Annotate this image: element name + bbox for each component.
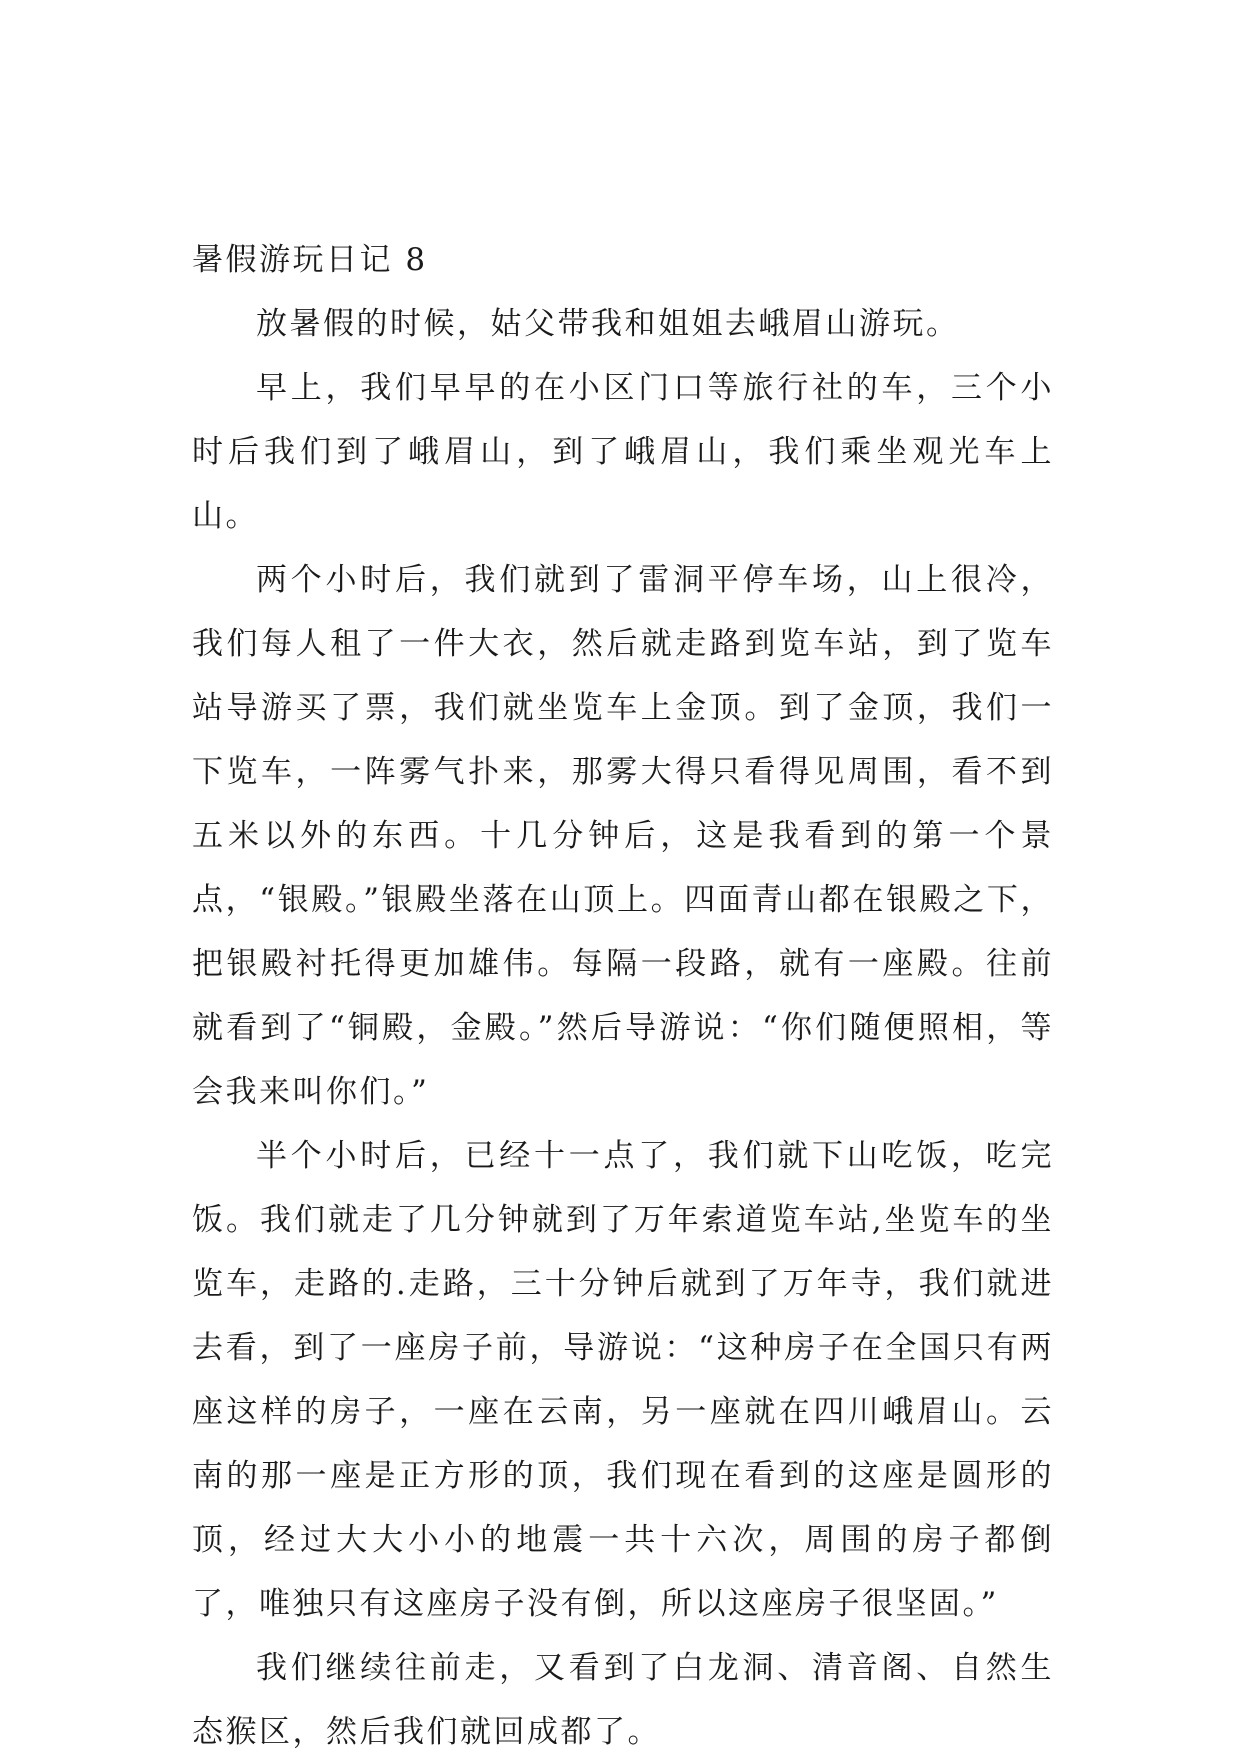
paragraph-5: 我们继续往前走，又看到了白龙洞、清音阁、自然生态猴区，然后我们就回成都了。 [192,1650,1054,1750]
document-title: 暑假游玩日记 8 [192,242,428,278]
paragraph-4: 半个小时后，已经十一点了，我们就下山吃饭，吃完饭。我们就走了几分钟就到了万年索道览车站,坐览车的坐览车，走路的.走路，三十分钟后就到了万年寺，我们就进去看，到了一座房子前，导游说：“这种房子在全国只有两座这样的房子，一座在云南，另一座就在四川峨眉山。云南的那一座是正方形的顶，我们现在看到的这座是圆形的顶，经过大大小小的地震一共十六次，周围的房子都倒了，唯独只有这座房子没有倒，所以这座房子很坚固。” [192,1138,1054,1622]
paragraph-1: 放暑假的时候，姑父带我和姐姐去峨眉山游玩。 [256,306,960,342]
document-body [192,228,1054,1764]
paragraph-3: 两个小时后，我们就到了雷洞平停车场，山上很冷，我们每人租了一件大衣，然后就走路到览车站，到了览车站导游买了票，我们就坐览车上金顶。到了金顶，我们一下览车，一阵雾气扑来，那雾大得只看得见周围，看不到五米以外的东西。十几分钟后，这是我看到的第一个景点，“银殿。”银殿坐落在山顶上。四面青山都在银殿之下，把银殿衬托得更加雄伟。每隔一段路，就有一座殿。往前就看到了“铜殿，金殿。”然后导游说：“你们随便照相，等会我来叫你们。” [192,562,1054,1110]
paragraph-2: 早上，我们早早的在小区门口等旅行社的车，三个小时后我们到了峨眉山，到了峨眉山，我们乘坐观光车上山。 [192,370,1054,534]
